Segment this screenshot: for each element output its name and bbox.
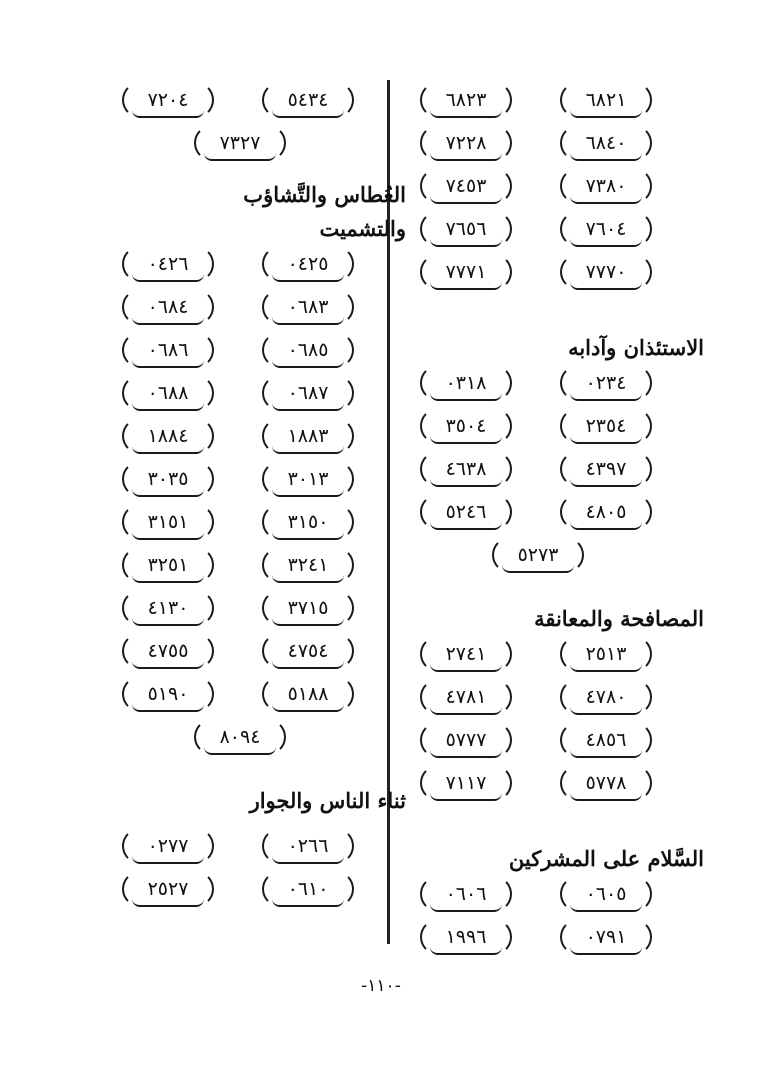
reference-number: ٤٣٩٧ [560,451,652,487]
reference-number: ٠٦٨٧ [262,375,354,411]
reference-number: ٧٧٧٠ [560,254,652,290]
reference-number: ٤٦٣٨ [420,451,512,487]
reference-number: ٦٨٤٠ [560,125,652,161]
reference-number: ١٨٨٤ [122,418,214,454]
reference-number: ٠٦٠٥ [560,876,652,912]
number-row [112,590,412,633]
number-row [112,504,412,547]
reference-number: ٠٣١٨ [420,365,512,401]
reference-number: ٣١٥٠ [262,504,354,540]
reference-number: ٠٦٨٤ [122,289,214,325]
number-row [410,636,710,679]
reference-number: ٠٦٨٨ [122,375,214,411]
section-heading: الاستئذان وآدابه [568,335,704,360]
right-column [410,82,710,962]
reference-number: ٠٦٨٥ [262,332,354,368]
number-row [112,676,412,719]
number-row [112,871,412,914]
section-heading-continued: والتشميت [319,216,406,241]
reference-number: ٠٢٦٦ [262,828,354,864]
number-row [112,246,412,289]
reference-number: ٢٣٥٤ [560,408,652,444]
reference-number: ٤٨٠٥ [560,494,652,530]
reference-number: ٧٧٧١ [420,254,512,290]
reference-number: ٧٤٥٣ [420,168,512,204]
reference-number: ٥٧٧٨ [560,765,652,801]
number-row [410,679,710,722]
reference-number: ٤١٣٠ [122,590,214,626]
reference-number: ٧٢٠٤ [122,82,214,118]
reference-number: ٥١٨٨ [262,676,354,712]
reference-number: ٠٦٠٦ [420,876,512,912]
reference-number: ١٨٨٣ [262,418,354,454]
reference-number: ٣٢٥١ [122,547,214,583]
reference-number: ٧٣٨٠ [560,168,652,204]
right-group-3 [410,636,710,808]
reference-number: ٣٧١٥ [262,590,354,626]
number-row [112,719,412,762]
section-heading: العُطاس والتَّشاؤب [243,182,406,207]
number-row [410,494,710,537]
reference-number: ٧١١٧ [420,765,512,801]
reference-number: ٠٢٧٧ [122,828,214,864]
right-group-4 [410,876,710,962]
reference-number: ٠٧٩١ [560,919,652,955]
reference-number: ٧٣٢٧ [194,125,286,161]
left-group-1 [112,246,412,762]
reference-number: ٥٢٤٦ [420,494,512,530]
reference-number: ٤٧٨٠ [560,679,652,715]
number-row [112,418,412,461]
reference-number: ٣١٥١ [122,504,214,540]
number-row [112,82,412,125]
reference-number: ٦٨٢١ [560,82,652,118]
reference-number: ٢٥١٣ [560,636,652,672]
left-column [112,82,412,914]
number-row [112,828,412,871]
section-heading: السَّلام على المشركين [508,846,704,871]
reference-number: ٣٠١٣ [262,461,354,497]
right-group-1 [410,82,710,297]
number-row [112,125,412,168]
left-group-0 [112,82,412,168]
reference-number: ٢٥٢٧ [122,871,214,907]
reference-number: ٥٤٣٤ [262,82,354,118]
reference-number: ٧٢٢٨ [420,125,512,161]
reference-number: ٤٧٥٤ [262,633,354,669]
reference-number: ٠٦١٠ [262,871,354,907]
reference-number: ٤٨٥٦ [560,722,652,758]
number-row [112,332,412,375]
reference-number: ٠٤٢٦ [122,246,214,282]
reference-number: ٠٦٨٣ [262,289,354,325]
number-row [410,919,710,962]
reference-number: ٧٦٠٤ [560,211,652,247]
number-row [410,765,710,808]
reference-number: ٣٢٤١ [262,547,354,583]
number-row [410,365,710,408]
reference-number: ٥٧٧٧ [420,722,512,758]
number-row [112,547,412,590]
number-row [112,633,412,676]
reference-number: ٠٤٢٥ [262,246,354,282]
reference-number: ٤٧٥٥ [122,633,214,669]
reference-number: ٤٧٨١ [420,679,512,715]
reference-number: ٢٧٤١ [420,636,512,672]
number-row [410,722,710,765]
reference-number: ٠٢٣٤ [560,365,652,401]
number-row [410,125,710,168]
reference-number: ٣٠٣٥ [122,461,214,497]
section-heading: المصافحة والمعانقة [534,606,704,631]
number-row [410,168,710,211]
reference-number: ٠٦٨٦ [122,332,214,368]
right-group-2 [410,365,710,580]
reference-number: ٦٨٢٣ [420,82,512,118]
number-row [410,451,710,494]
number-row [112,375,412,418]
number-row [410,82,710,125]
page-number: -١١٠- [361,976,401,996]
section-heading: ثناء الناس والجوار [249,788,406,813]
number-row [112,289,412,332]
reference-number: ٥١٩٠ [122,676,214,712]
number-row [112,461,412,504]
reference-number: ١٩٩٦ [420,919,512,955]
number-row [410,211,710,254]
number-row [410,537,710,580]
reference-number: ٧٦٥٦ [420,211,512,247]
reference-number: ٨٠٩٤ [194,719,286,755]
number-row [410,408,710,451]
reference-number: ٥٢٧٣ [492,537,584,573]
number-row [410,876,710,919]
number-row [410,254,710,297]
reference-number: ٣٥٠٤ [420,408,512,444]
left-group-2 [112,828,412,914]
